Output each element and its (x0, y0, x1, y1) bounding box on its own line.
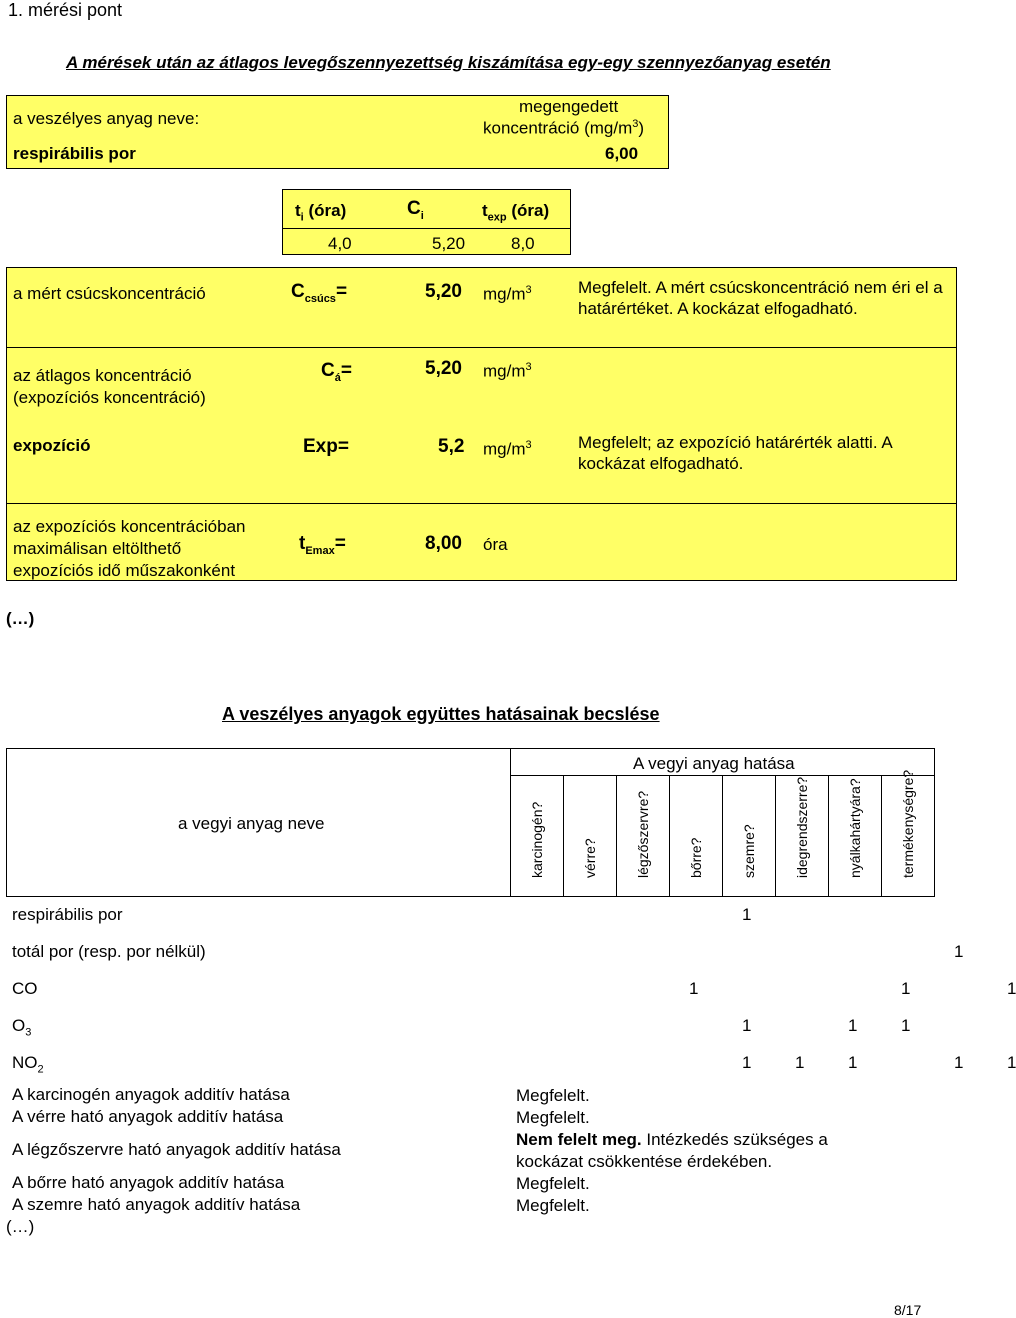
average-label-line1: az átlagos koncentráció (13, 366, 192, 385)
effects-title: A veszélyes anyagok együttes hatásainak becslése (222, 704, 660, 724)
effects-header-bottom (6, 896, 935, 897)
additive-label: A vérre ható anyagok additív hatása (12, 1107, 284, 1126)
effects-left-border (6, 748, 7, 897)
additive-row (12, 1195, 912, 1217)
time-header-ci: $C_i$ (407, 198, 424, 222)
ellipsis-1: (…) (6, 609, 35, 628)
additive-row (12, 1173, 912, 1195)
substance-box (6, 95, 669, 169)
peak-unit: $mg/m^3$ (483, 284, 532, 304)
effects-col-divider (563, 775, 564, 897)
average-value: 5,20 (425, 358, 462, 379)
exposure-comment: Megfelelt; az expozíció határérték alatti. A kockázat elfogadható. (578, 433, 892, 473)
average-symbol: $C_á=$ (321, 360, 352, 384)
effects-col-divider (775, 775, 776, 897)
effects-row-mark: 1 (1007, 1053, 1016, 1072)
additive-row (12, 1129, 912, 1173)
effects-row-name: CO (12, 979, 38, 998)
additive-row (12, 1085, 912, 1107)
effects-name-divider (510, 748, 511, 897)
effects-row-mark: 1 (689, 979, 699, 998)
effects-col-divider (669, 775, 670, 897)
effects-row-mark: 1 (901, 979, 911, 998)
section-subheading: A mérések után az átlagos levegőszennyezettség kiszámítása egy-egy szennyezőanyag esetén (66, 53, 831, 72)
limit-value: 6,00 (605, 144, 639, 163)
effects-group-header: A vegyi anyag hatása (633, 754, 795, 773)
exposure-label: expozíció (13, 436, 91, 455)
peak-divider (7, 347, 956, 348)
effects-col-divider (722, 775, 723, 897)
effects-right-border (934, 748, 935, 897)
peak-value: 5,20 (425, 281, 462, 302)
additive-label: A karcinogén anyagok additív hatása (12, 1085, 290, 1104)
time-header-ti: $t_i$ (óra) (295, 201, 347, 224)
effects-row-name: $O_3$ (12, 1016, 32, 1039)
effects-column-header: karcinogén? (529, 801, 545, 878)
effects-col-divider (828, 775, 829, 897)
exposure-unit: $mg/m^3$ (483, 439, 532, 459)
time-value-ti: 4,0 (328, 234, 352, 253)
exposure-value: 5,2 (438, 436, 465, 457)
additive-row (12, 1107, 912, 1129)
max-time-label-line2: maximálisan eltölthető (13, 539, 182, 558)
effects-row-mark: 1 (1007, 979, 1016, 998)
time-table (282, 189, 571, 255)
peak-comment: Megfelelt. A mért csúcskoncentráció nem éri el a határértéket. A kockázat elfogadható. (578, 278, 943, 318)
time-value-ci: 5,20 (432, 234, 466, 253)
time-value-texp: 8,0 (511, 234, 535, 253)
effects-row-mark: 1 (901, 1016, 911, 1035)
time-table-divider (283, 228, 570, 229)
effects-row-mark: 1 (848, 1053, 858, 1072)
effects-name-header: a vegyi anyag neve (178, 814, 325, 833)
max-time-symbol: $t_{Emax}=$ (299, 533, 346, 557)
effects-row-name: totál por (resp. por nélkül) (12, 942, 206, 961)
average-label-line2: (expozíciós koncentráció) (13, 388, 206, 407)
effects-col-divider (616, 775, 617, 897)
additive-result: Megfelelt. (516, 1174, 590, 1193)
effects-column-header: szemre? (741, 824, 757, 878)
effects-row-mark: 1 (742, 905, 752, 924)
effects-col-divider (881, 775, 882, 897)
max-time-label-line3: expozíciós idő műszakonként (13, 561, 236, 580)
effects-column-header: idegrendszerre? (794, 776, 810, 878)
effects-row-mark: 1 (954, 942, 964, 961)
additive-label: A szemre ható anyagok additív hatása (12, 1195, 301, 1214)
page-heading: 1. mérési pont (8, 0, 123, 20)
substance-name-label: a veszélyes anyag neve: (13, 109, 200, 128)
max-time-label-line1: az expozíciós koncentrációban (13, 517, 246, 536)
effects-column-header: vérre? (582, 838, 598, 878)
effects-row-mark: 1 (848, 1016, 858, 1035)
average-unit: $mg/m^3$ (483, 361, 532, 381)
effects-column-header: termékenységre? (900, 769, 916, 878)
max-time-value: 8,00 (425, 533, 462, 554)
additive-result: Megfelelt. (516, 1108, 590, 1127)
additive-label: A bőrre ható anyagok additív hatása (12, 1173, 285, 1192)
effects-row-name: respirábilis por (12, 905, 123, 924)
peak-symbol: $C_{csúcs}=$ (291, 281, 348, 305)
ellipsis-2: (…) (6, 1217, 35, 1236)
max-time-label (13, 516, 245, 582)
average-label (13, 365, 206, 409)
max-time-unit: óra (483, 535, 508, 554)
effects-row-mark: 1 (742, 1053, 752, 1072)
effects-table-top-border (6, 748, 935, 749)
limit-label-line2: koncentráció $(mg/m^3)$ (483, 118, 645, 138)
effects-row-mark: 1 (954, 1053, 964, 1072)
page-number: 8/17 (894, 1302, 922, 1318)
additive-result: Megfelelt. (516, 1196, 590, 1215)
exposure-divider (7, 503, 956, 504)
additive-result: Megfelelt. (516, 1086, 590, 1105)
time-header-texp: $t_{exp}$ (óra) (482, 201, 550, 224)
calculation-block (6, 267, 957, 581)
effects-column-header: légzőszervre? (635, 790, 651, 878)
effects-row-name: $NO_2$ (12, 1053, 44, 1076)
effects-row-mark: 1 (795, 1053, 805, 1072)
additive-label: A légzőszervre ható anyagok additív hatása (12, 1140, 341, 1159)
limit-label-line1: megengedett (519, 97, 619, 116)
substance-name: respirábilis por (13, 144, 136, 163)
effects-row-mark: 1 (742, 1016, 752, 1035)
peak-label: a mért csúcskoncentráció (13, 284, 206, 303)
effects-column-header: nyálkahártyára? (847, 778, 863, 878)
exposure-symbol: Exp= (303, 436, 349, 457)
additive-result: Nem felelt meg. Intézkedés szükséges a kockázat csökkentése érdekében. (516, 1130, 828, 1171)
effects-column-header: bőrre? (688, 837, 704, 878)
